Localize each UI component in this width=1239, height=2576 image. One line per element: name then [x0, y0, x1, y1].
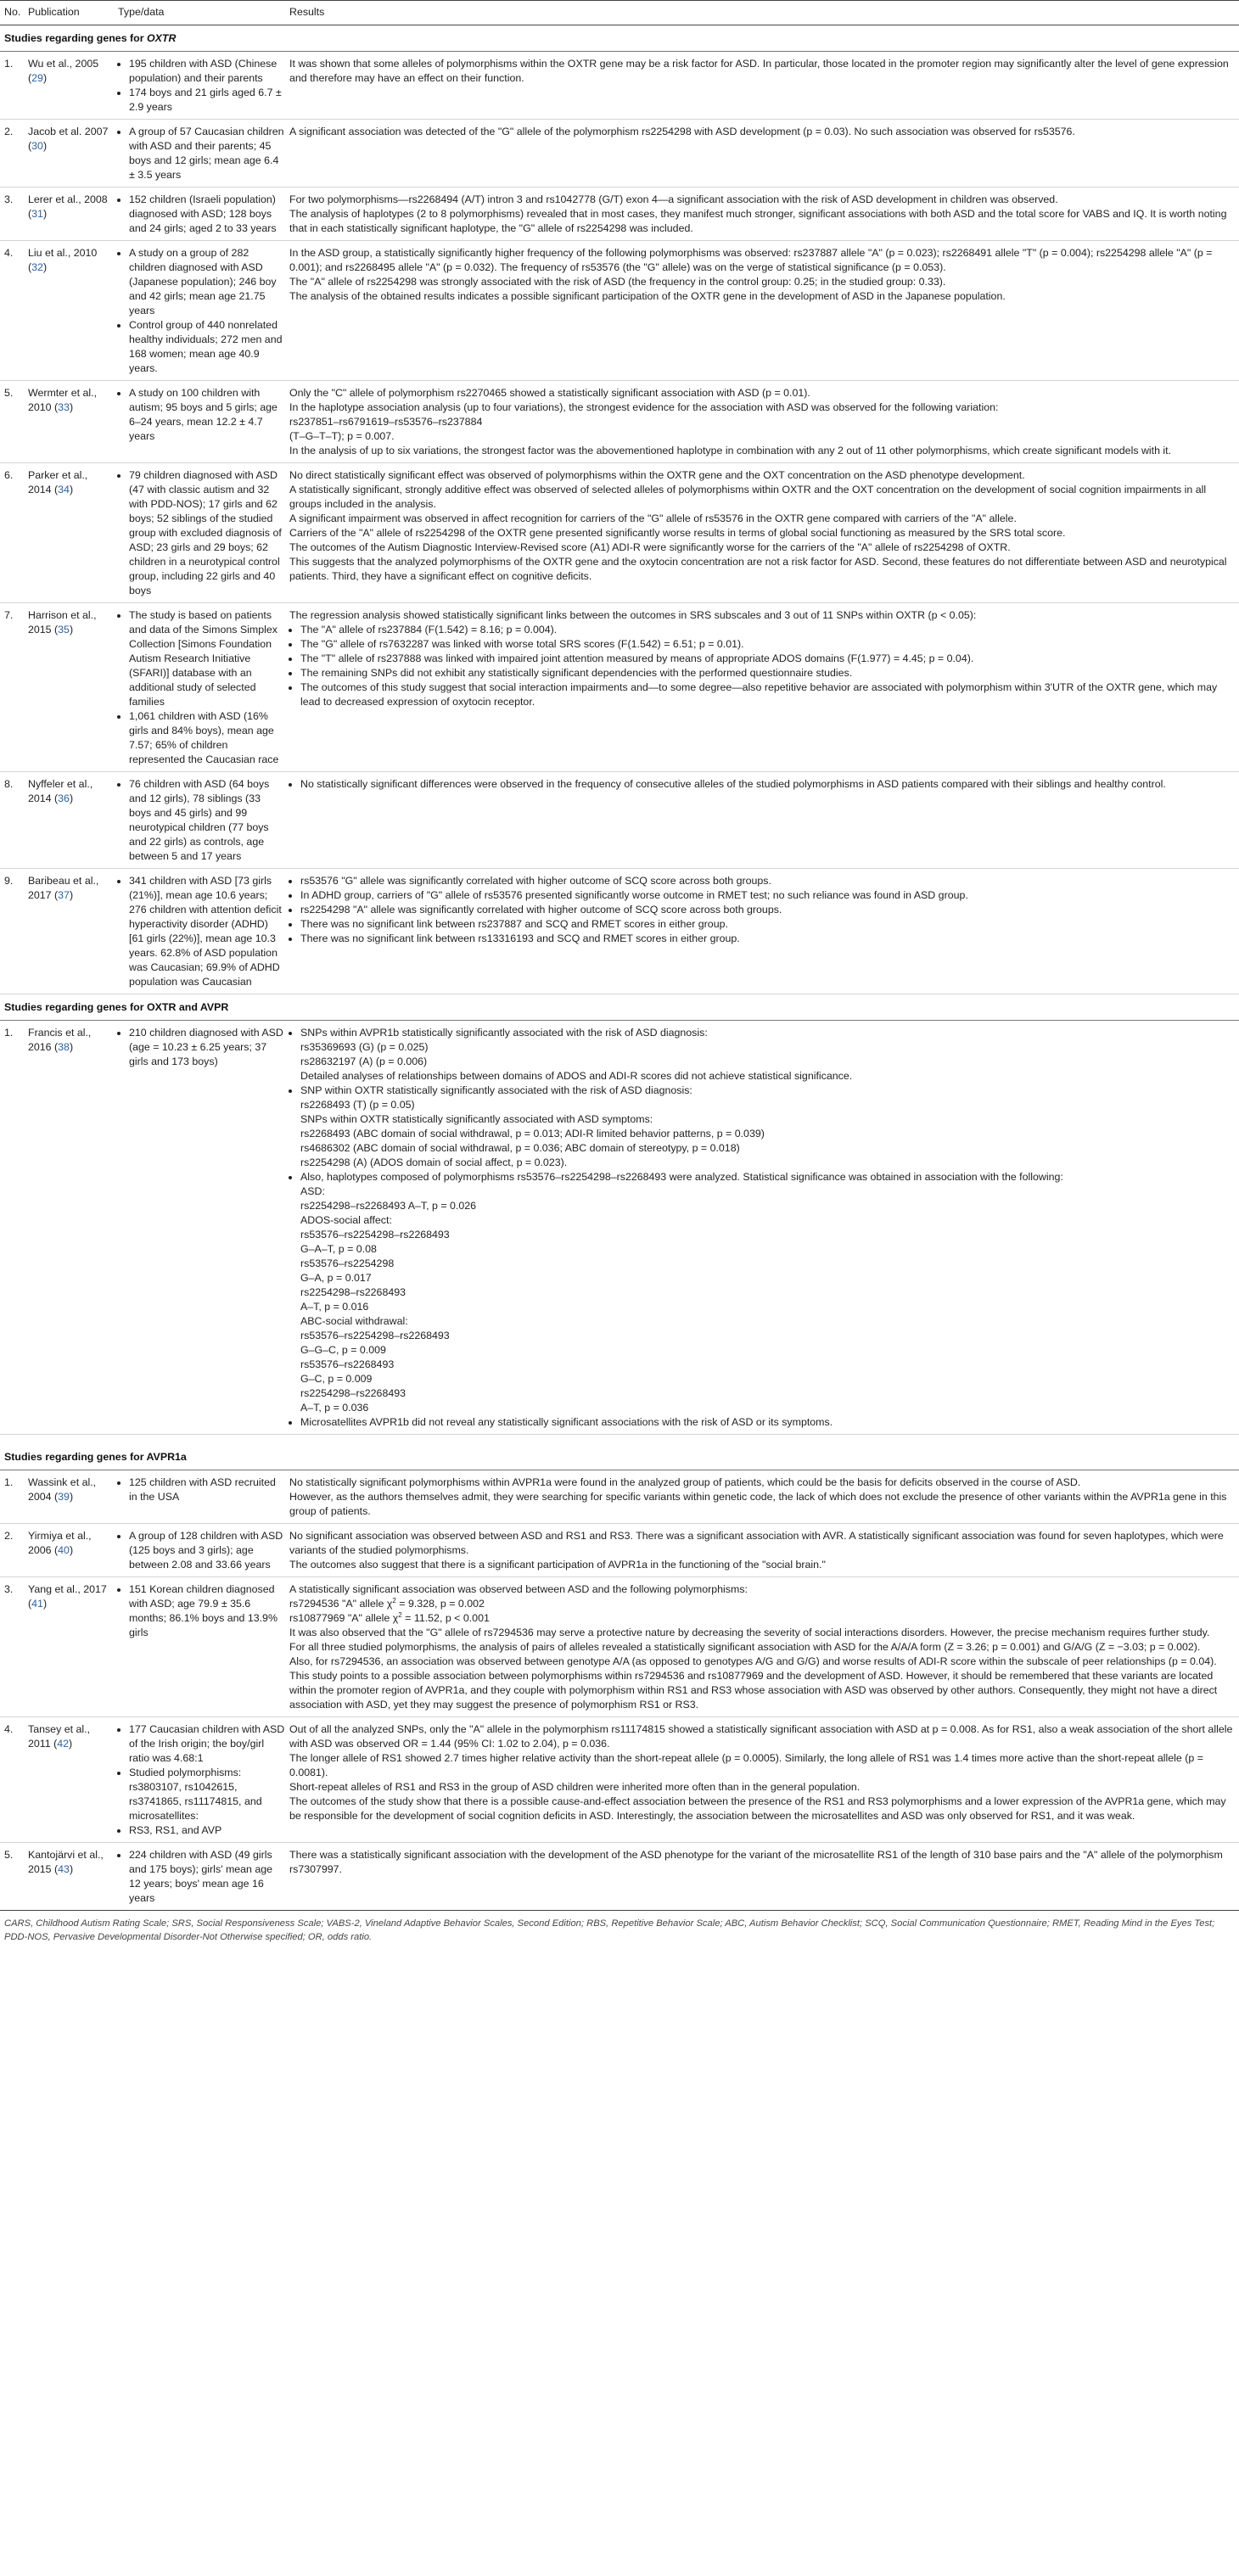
result-line: However, as the authors themselves admit, they were searching for specific variants within genetic code, the lack of which does not exclude the presence of other variants within the AVPR1a gene in this group of patients.	[289, 1491, 1227, 1517]
reference-link[interactable]: 43	[58, 1863, 70, 1875]
result-bullet: • rs53576 "G" allele was significantly correlated with higher outcome of SCQ score across both groups.	[300, 874, 1239, 888]
result-line: rs2268493 (T) (p = 0.05)	[300, 1099, 415, 1111]
result-line: ASD:	[300, 1185, 325, 1197]
result-line: ABC-social withdrawal:	[300, 1315, 408, 1327]
chi-pre: rs10877969 "A" allele χ	[289, 1612, 399, 1624]
cell-results	[285, 1717, 1239, 1843]
table-row	[0, 603, 1239, 772]
publication-text: Tansey et al., 2011	[28, 1723, 91, 1750]
result-line: A significant impairment was observed in affect recognition for carriers of the "G" allele of rs53576 in the OXTR gene compared with carriers of the "A" allele.	[289, 512, 1017, 524]
result-bullet-list	[289, 777, 1239, 792]
section-header-row	[0, 25, 1239, 52]
header-results: Results	[285, 1, 1239, 25]
result-line: G–A, p = 0.017	[300, 1272, 372, 1284]
chi-sup: 2	[398, 1610, 402, 1619]
type-data-item: • The study is based on patients and data of the Simons Simplex Collection [Simons Foundation Autism Research Initiative (SFARI)] database with an additional study of selected families	[129, 608, 285, 709]
result-line: No direct statistically significant effect was observed of polymorphisms within the OXTR gene and the OXT concentration on the ASD phenotype development.	[289, 469, 1025, 481]
cell-publication: Tansey et al., 2011 (42)	[24, 1717, 114, 1843]
type-data-item: rs3803107, rs1042615, rs3741865, rs11174815, and microsatellites:	[129, 1781, 262, 1822]
result-bullet-list	[289, 623, 1239, 709]
result-line: G–G–C, p = 0.009	[300, 1344, 386, 1356]
type-data-list	[118, 1722, 285, 1838]
result-line-chi	[289, 1597, 1239, 1611]
table-row	[0, 463, 1239, 603]
cell-results	[285, 603, 1239, 772]
reference-link[interactable]: 29	[31, 72, 43, 84]
cell-no: 9.	[0, 869, 24, 994]
result-line: rs2268493 (ABC domain of social withdrawal, p = 0.013; ADI-R limited behavior patterns, p = 0.039)	[300, 1128, 765, 1140]
publication-text: Wassink et al., 2004	[28, 1476, 97, 1503]
cell-type-data	[114, 463, 285, 603]
cell-publication: Yirmiya et al., 2006 (40)	[24, 1524, 114, 1577]
section-title	[0, 1435, 1239, 1470]
cell-publication: Harrison et al., 2015 (35)	[24, 603, 114, 772]
section-title	[0, 25, 1239, 52]
result-line: The "A" allele of rs2254298 was strongly associated with the risk of ASD (the frequency in the control group: 0.25; in the studied group: 0.33).	[289, 276, 946, 288]
table-row	[0, 1524, 1239, 1577]
result-line: rs2254298–rs2268493	[300, 1387, 406, 1399]
result-line: In the analysis of up to six variations, the strongest factor was the abovementioned haplotype in combination with any 2 out of 11 other polymorphisms, which create significant models with it.	[289, 445, 1172, 456]
reference-link[interactable]: 32	[31, 261, 43, 273]
cell-type-data	[114, 1470, 285, 1524]
cell-results	[285, 52, 1239, 120]
chi-post: = 9.328, p = 0.002	[395, 1598, 485, 1610]
type-data-list	[118, 874, 285, 989]
reference-link[interactable]: 30	[31, 140, 43, 152]
result-line: There was a statistically significant association with the development of the ASD phenotype for the variant of the microsatellite RS1 of the length of 310 base pairs and the "A" allele of the polymorphism rs7307997.	[289, 1849, 1223, 1875]
cell-results	[285, 1524, 1239, 1577]
type-data-item: • 210 children diagnosed with ASD (age = 10.23 ± 6.25 years; 37 girls and 173 boys)	[129, 1026, 285, 1069]
cell-publication: Francis et al., 2016 (38)	[24, 1021, 114, 1435]
section-header-row	[0, 1435, 1239, 1470]
section-title-gene: OXTR	[147, 32, 177, 44]
table-header-row	[0, 1, 1239, 25]
result-bullet: • The outcomes of this study suggest that social interaction impairments and—to some degree—also repetitive behavior are associated with polymorphism within 3'UTR of the OXTR gene, which may lead to decreased expression of oxytocin receptor.	[300, 680, 1239, 709]
type-data-item: • 151 Korean children diagnosed with ASD; age 79.9 ± 35.6 months; 86.1% boys and 13.9% girls	[129, 1582, 285, 1640]
result-bullet: • There was no significant link between rs13316193 and SCQ and RMET scores in either group.	[300, 932, 1239, 946]
table-row	[0, 1717, 1239, 1843]
table-row	[0, 120, 1239, 188]
publication-text: Wu et al., 2005	[28, 58, 99, 70]
result-bullet: • In ADHD group, carriers of "G" allele of rs53576 presented significantly worse outcome in RMET test; no such reliance was found in ASD group.	[300, 888, 1239, 903]
result-bullet: • The "A" allele of rs237884 (F(1.542) = 8.16; p = 0.004).	[300, 623, 1239, 637]
cell-publication: Wassink et al., 2004 (39)	[24, 1470, 114, 1524]
publication-text: Baribeau et al., 2017	[28, 875, 99, 901]
result-line: In the haplotype association analysis (up to four variations), the strongest evidence for the association with ASD was observed for the following variation:	[289, 401, 999, 413]
cell-publication: Wu et al., 2005 (29)	[24, 52, 114, 120]
result-bullet: • rs2254298 "A" allele was significantly correlated with higher outcome of SCQ score across both groups.	[300, 903, 1239, 917]
cell-results	[285, 188, 1239, 241]
cell-results	[285, 1843, 1239, 1911]
cell-no: 7.	[0, 603, 24, 772]
reference-link[interactable]: 36	[58, 792, 70, 804]
reference-link[interactable]: 41	[31, 1598, 43, 1610]
type-data-item: • 195 children with ASD (Chinese population) and their parents	[129, 57, 285, 86]
cell-no: 3.	[0, 1577, 24, 1717]
result-line: For all three studied polymorphisms, the analysis of pairs of alleles revealed a statistically significant association with ASD for the A/A/A form (Z = 3.26; p = 0.001) and G/A/G (Z = −3.03; p = 0.002).	[289, 1641, 1201, 1653]
type-data-item: • 341 children with ASD [73 girls (21%)], mean age 10.6 years; 276 children with attention deficit hyperactivity disorder (ADHD) [61 girls (22%)], mean age 10.3 years. 62.8% of ASD population was Caucasian; 69.9% of ADHD population was Caucasian	[129, 874, 285, 989]
result-line: Also, for rs7294536, an association was observed between genotype A/A (as opposed to genotypes A/G and G/G) and worse results of ADI-R score within the subscale of peer relationships (p = 0.04).	[289, 1655, 1217, 1667]
header-type-data: Type/data	[114, 1, 285, 25]
table-footnote: CARS, Childhood Autism Rating Scale; SRS, Social Responsiveness Scale; VABS-2, Vineland Adaptive Behavior Scales, Second Edition; RBS, Repetitive Behavior Scale; ABC, Autism Behavior Checklist; SCQ, Social Communication Questionnaire; RMET, Reading Mind in the Eyes Test; PDD-NOS, Pervasive Developmental Disorder-Not Otherwise specified; OR, odds ratio.	[0, 1910, 1239, 1944]
publication-text: Francis et al., 2016	[28, 1027, 92, 1053]
cell-type-data	[114, 603, 285, 772]
publication-text: Yirmiya et al., 2006	[28, 1530, 92, 1556]
result-line: G–C, p = 0.009	[300, 1373, 373, 1385]
publication-text: Parker et al., 2014	[28, 469, 88, 496]
result-bullet	[300, 1026, 1239, 1084]
publication-text: Kantojärvi et al., 2015	[28, 1849, 104, 1875]
cell-results	[285, 241, 1239, 381]
cell-type-data	[114, 381, 285, 463]
type-data-list	[118, 386, 285, 444]
result-line: The analysis of the obtained results indicates a possible significant participation of the OXTR gene in the development of ASD in the Japanese population.	[289, 290, 1006, 302]
cell-publication: Lerer et al., 2008 (31)	[24, 188, 114, 241]
cell-type-data	[114, 1843, 285, 1911]
publication-text: Wermter et al., 2010	[28, 387, 98, 413]
chi-post: = 11.52, p < 0.001	[401, 1612, 490, 1624]
result-line: rs53576–rs2254298	[300, 1257, 395, 1269]
type-data-item: • Studied polymorphisms:	[129, 1766, 285, 1780]
type-data-list	[118, 777, 285, 864]
cell-type-data	[114, 772, 285, 869]
type-data-item: • 125 children with ASD recruited in the USA	[129, 1476, 285, 1504]
result-line: rs2254298–rs2268493	[300, 1286, 406, 1298]
result-line: A–T, p = 0.036	[300, 1402, 369, 1414]
result-line: No statistically significant polymorphisms within AVPR1a were found in the analyzed group of patients, which could be the basis for deficits observed in the course of ASD.	[289, 1476, 1081, 1488]
type-data-item: • 79 children diagnosed with ASD (47 with classic autism and 32 with PDD-NOS); 17 girls and 62 boys; 52 siblings of the studied group with excluded diagnosis of ASD; 23 girls and 29 boys; 62 children in a neurotypical control group, including 22 girls and 40 boys	[129, 468, 285, 598]
result-line: The outcomes also suggest that there is a significant participation of AVPR1a in the functioning of the "social brain."	[289, 1559, 826, 1571]
chi-pre: rs7294536 "A" allele χ	[289, 1598, 393, 1610]
result-line: (T–G–T–T); p = 0.007.	[289, 430, 395, 442]
type-data-item: • 174 boys and 21 girls aged 6.7 ± 2.9 years	[129, 86, 285, 115]
reference-link[interactable]: 40	[58, 1544, 70, 1556]
cell-type-data	[114, 1524, 285, 1577]
result-line: rs4686302 (ABC domain of social withdrawal, p = 0.036; ABC domain of stereotypy, p = 0.018)	[300, 1142, 740, 1154]
type-data-item: • A group of 57 Caucasian children with ASD and their parents; 45 boys and 12 girls; mean age 6.4 ± 3.5 years	[129, 125, 285, 182]
cell-type-data	[114, 241, 285, 381]
cell-no: 1.	[0, 1021, 24, 1435]
cell-type-data	[114, 1021, 285, 1435]
reference-link[interactable]: 31	[31, 208, 43, 220]
result-bullet-list	[289, 874, 1239, 946]
result-line: rs35369693 (G) (p = 0.025)	[300, 1041, 429, 1053]
cell-type-data	[114, 869, 285, 994]
table-row	[0, 869, 1239, 994]
cell-results	[285, 381, 1239, 463]
type-data-list	[118, 1582, 285, 1640]
cell-type-data	[114, 188, 285, 241]
cell-publication: Parker et al., 2014 (34)	[24, 463, 114, 603]
publication-text: Lerer et al., 2008	[28, 193, 108, 205]
publication-text: Yang et al., 2017	[28, 1583, 107, 1595]
table-body	[0, 25, 1239, 1911]
type-data-item: • A group of 128 children with ASD (125 boys and 3 girls); age between 2.08 and 33.66 years	[129, 1529, 285, 1572]
cell-type-data	[114, 52, 285, 120]
section-title	[0, 994, 1239, 1021]
cell-results	[285, 1470, 1239, 1524]
cell-publication: Yang et al., 2017 (41)	[24, 1577, 114, 1717]
cell-no: 4.	[0, 241, 24, 381]
cell-no: 8.	[0, 772, 24, 869]
result-line: Out of all the analyzed SNPs, only the "A" allele in the polymorphism rs11174815 showed a statistically significant association with ASD at p = 0.008. As for RS1, also a weak association of the short allele with ASD was observed OR = 1.44 (95% CI: 1.02 to 2.04), p = 0.036.	[289, 1723, 1233, 1750]
type-data-item: • RS3, RS1, and AVP	[129, 1823, 285, 1838]
section-title-text: Studies regarding genes for AVPR1a	[4, 1451, 187, 1463]
type-data-list	[118, 1026, 285, 1069]
type-data-item: • Control group of 440 nonrelated healthy individuals; 272 men and 168 women; mean age 40.9 years.	[129, 318, 285, 376]
cell-publication: Kantojärvi et al., 2015 (43)	[28, 1849, 104, 1875]
result-line: The outcomes of the study show that there is a possible cause-and-effect association between the presence of the RS1 and RS3 polymorphisms and a lower expression of the AVPR1a gene, which may be responsible for the development of social cognition deficits in ASD. Interestingly, the association between the microsatellites and ASD was only observed for RS1, and it was weak.	[289, 1795, 1226, 1822]
result-line: The regression analysis showed statistically significant links between the outcomes in SRS subscales and 3 out of 11 SNPs within OXTR (p < 0.05):	[289, 609, 977, 621]
result-line: • SNPs within AVPR1b statistically significantly associated with the risk of ASD diagnosis:	[300, 1027, 708, 1039]
publication-text: Liu et al., 2010	[28, 247, 98, 259]
type-data-list	[118, 468, 285, 598]
result-bullet: • The remaining SNPs did not exhibit any statistically significant dependencies with the performed questionnaire studies.	[300, 666, 1239, 680]
cell-no: 5.	[0, 381, 24, 463]
type-data-list	[118, 608, 285, 767]
result-line: This study points to a possible association between polymorphisms within rs7294536 and rs10877969 and the development of ASD. However, it should be remembered that these variants are located within the promoter region of AVPR1a, and they couple with polymorphism within RS1 and RS3 whose association with ASD was observed by other authors. Consequently, they might not have a direct association with ASD, yet they may suggest the presence of polymorphism RS1 or RS3.	[289, 1670, 1218, 1711]
result-line: • Microsatellites AVPR1b did not reveal any statistically significant associations with the risk of ASD or its symptoms.	[300, 1416, 833, 1428]
reference-link[interactable]: 37	[58, 889, 70, 901]
cell-no: 1.	[0, 1470, 24, 1524]
header-no: No.	[0, 1, 24, 25]
result-line: This suggests that the analyzed polymorphisms of the OXTR gene and the oxytocin concentration are not a risk factor for ASD. Second, these features do not differentiate between ASD and neurotypical patients. Third, they have a significant effect on cognitive deficits.	[289, 556, 1227, 582]
type-data-list	[118, 1848, 285, 1906]
result-bullet-list	[289, 1026, 1239, 1430]
reference-link[interactable]: 39	[58, 1491, 70, 1503]
reference-link[interactable]: 35	[58, 624, 70, 636]
result-line: rs28632197 (A) (p = 0.006)	[300, 1056, 428, 1067]
result-bullet: • The "T" allele of rs237888 was linked with impaired joint attention measured by means of appropriate ADOS domains (F(1.977) = 4.45; p = 0.04).	[300, 652, 1239, 666]
cell-no: 4.	[0, 1717, 24, 1843]
result-line: rs237851–rs6791619–rs53576–rs237884	[289, 416, 483, 428]
type-data-item: • 1,061 children with ASD (16% girls and 84% boys), mean age 7.57; 65% of children represented the Caucasian race	[129, 709, 285, 767]
type-data-list	[118, 1476, 285, 1504]
publication-text: Nyffeler et al., 2014	[28, 778, 93, 804]
cell-publication: Jacob et al. 2007 (30)	[24, 120, 114, 188]
publication-text: Harrison et al., 2015	[28, 609, 97, 636]
table-row	[0, 52, 1239, 120]
cell-publication: Baribeau et al., 2017 (37)	[24, 869, 114, 994]
type-data-item: • 224 children with ASD (49 girls and 175 boys); girls' mean age 12 years; boys' mean age 16 years	[129, 1848, 285, 1906]
cell-results	[285, 120, 1239, 188]
result-line-chi	[289, 1611, 1239, 1626]
result-line: Detailed analyses of relationships between domains of ADOS and ADI-R scores did not achieve statistical significance.	[300, 1070, 853, 1082]
result-line: SNPs within OXTR statistically significantly associated with ASD symptoms:	[300, 1113, 653, 1125]
result-line: rs2254298–rs2268493 A–T, p = 0.026	[300, 1200, 477, 1212]
result-line: rs53576–rs2268493	[300, 1358, 395, 1370]
result-line: • Also, haplotypes composed of polymorphisms rs53576–rs2254298–rs2268493 were analyzed. Statistical significance was obtained in association with the following:	[300, 1171, 1063, 1183]
table-row	[0, 381, 1239, 463]
result-line: The analysis of haplotypes (2 to 8 polymorphisms) revealed that in most cases, they manifest much stronger, significant associations with both ASD and the total score for VABS and IQ. It is worth noting that in each statistically significant haplotype, the "G" allele of rs2254298 was included.	[289, 208, 1227, 234]
cell-publication: Wermter et al., 2010 (33)	[24, 381, 114, 463]
result-line: A statistically significant, strongly additive effect was observed of selected alleles of polymorphisms within OXTR and the OXT concentration on the development of social cognition impairments in all groups included in the analysis.	[289, 484, 1207, 510]
result-line: In the ASD group, a statistically significantly higher frequency of the following polymorphisms was observed: rs237887 allele "A" (p = 0.023); rs2268491 allele "T" (p = 0.004); rs2254298 allele "A" (p = 0.001); and rs2268495 allele "A" (p = 0.032). The frequency of rs53576 (the "G" allele) was on the verge of statistical significance (p = 0.053).	[289, 247, 1213, 273]
result-line: Carriers of the "A" allele of rs2254298 of the OXTR gene presented significantly worse results in terms of global social functioning as measured by the SRS total score.	[289, 527, 1066, 539]
result-line: rs53576–rs2254298–rs2268493	[300, 1229, 450, 1240]
result-line: ADOS-social affect:	[300, 1214, 392, 1226]
cell-results	[285, 869, 1239, 994]
cell-no: 2.	[0, 1524, 24, 1577]
result-line: rs53576–rs2254298–rs2268493	[300, 1330, 450, 1341]
type-data-item: • 76 children with ASD (64 boys and 12 girls), 78 siblings (33 boys and 45 girls) and 99 neurotypical children (77 boys and 22 girls) as controls, age between 5 and 17 years	[129, 777, 285, 864]
cell-type-data	[114, 1717, 285, 1843]
cell-results	[285, 772, 1239, 869]
table-row	[0, 241, 1239, 381]
section-header-row	[0, 994, 1239, 1021]
result-bullet	[300, 1170, 1239, 1415]
result-line: For two polymorphisms—rs2268494 (A/T) intron 3 and rs1042778 (G/T) exon 4—a significant association with the risk of ASD development in children was observed.	[289, 193, 1058, 205]
cell-type-data	[114, 120, 285, 188]
cell-no: 3.	[0, 188, 24, 241]
table-row	[0, 1470, 1239, 1524]
publication-text: Jacob et al. 2007	[28, 126, 109, 137]
result-line: Only the "C" allele of polymorphism rs2270465 showed a statistically significant association with ASD (p = 0.01).	[289, 387, 810, 399]
result-bullet	[300, 1415, 1239, 1430]
cell-no: 5.	[4, 1849, 14, 1861]
result-line: rs2254298 (A) (ADOS domain of social affect, p = 0.023).	[300, 1156, 568, 1168]
reference-link[interactable]: 42	[57, 1738, 70, 1750]
table-row	[0, 1843, 1239, 1911]
table-row	[0, 772, 1239, 869]
result-line: A statistically significant association was observed between ASD and the following polymorphisms:	[289, 1583, 748, 1595]
table-row	[0, 188, 1239, 241]
type-data-item: • A study on 100 children with autism; 95 boys and 5 girls; age 6–24 years, mean 12.2 ± 4.7 years	[129, 386, 285, 444]
result-line: A significant association was detected of the "G" allele of the polymorphism rs2254298 with ASD development (p = 0.03). No such association was observed for rs53576.	[289, 126, 1075, 137]
result-bullet: • No statistically significant differences were observed in the frequency of consecutive alleles of the studied polymorphisms in ASD patients compared with their siblings and healthy control.	[300, 777, 1239, 792]
cell-type-data	[114, 1577, 285, 1717]
type-data-list	[118, 246, 285, 376]
cell-no: 2.	[0, 120, 24, 188]
result-line: The outcomes of the Autism Diagnostic Interview-Revised score (A1) ADI-R were significantly worse for the carriers of the "A" allele of rs2254298 of OXTR.	[289, 541, 1011, 553]
result-line: A–T, p = 0.016	[300, 1301, 369, 1313]
cell-results	[285, 1021, 1239, 1435]
result-line: • SNP within OXTR statistically significantly associated with the risk of ASD diagnosis:	[300, 1084, 692, 1096]
type-data-list	[118, 193, 285, 236]
result-bullet: • There was no significant link between rs237887 and SCQ and RMET scores in either group.	[300, 917, 1239, 932]
section-title-text: Studies regarding genes for OXTR and AVPR	[4, 1001, 229, 1013]
cell-publication: Liu et al., 2010 (32)	[24, 241, 114, 381]
table-row	[0, 1021, 1239, 1435]
cell-no: 1.	[0, 52, 24, 120]
result-bullet: • The "G" allele of rs7632287 was linked with worse total SRS scores (F(1.542) = 6.51; p = 0.01).	[300, 637, 1239, 652]
cell-results	[285, 463, 1239, 603]
cell-results	[285, 1577, 1239, 1717]
section-title-text: Studies regarding genes for	[4, 32, 147, 44]
result-line: It was also observed that the "G" allele of rs7294536 may serve a protective nature by decreasing the severity of social interactions disorders. However, the precise mechanism requires further study.	[289, 1627, 1210, 1638]
table-row	[0, 1577, 1239, 1717]
result-line: No significant association was observed between ASD and RS1 and RS3. There was a significant association with AVR. A statistically significant association was found for seven haplotypes, which were variants of the studied polymorphisms.	[289, 1530, 1224, 1556]
reference-link[interactable]: 34	[58, 484, 70, 496]
type-data-list	[118, 125, 285, 182]
type-data-list	[118, 57, 285, 115]
result-line: Short-repeat alleles of RS1 and RS3 in the group of ASD children were inherited more often than in the general population.	[289, 1781, 861, 1793]
result-line: It was shown that some alleles of polymorphisms within the OXTR gene may be a risk factor for ASD. In particular, those located in the promoter region may significantly alter the level of gene expression and therefore may have an effect on their function.	[289, 58, 1229, 84]
type-data-item: • 177 Caucasian children with ASD of the Irish origin; the boy/girl ratio was 4.68:1	[129, 1722, 285, 1766]
cell-no: 6.	[0, 463, 24, 603]
type-data-item: • 152 children (Israeli population) diagnosed with ASD; 128 boys and 24 girls; aged 2 to 33 years	[129, 193, 285, 236]
cell-publication: Nyffeler et al., 2014 (36)	[24, 772, 114, 869]
type-data-item: • A study on a group of 282 children diagnosed with ASD (Japanese population); 246 boy and 42 girls; mean age 21.75 years	[129, 246, 285, 318]
reference-link[interactable]: 38	[58, 1041, 70, 1053]
chi-sup: 2	[392, 1596, 396, 1604]
type-data-list	[118, 1529, 285, 1572]
result-bullet	[300, 1084, 1239, 1170]
reference-link[interactable]: 33	[58, 401, 70, 413]
header-publication: Publication	[24, 1, 114, 25]
result-line: The longer allele of RS1 showed 2.7 times higher relative activity than the short-repeat allele (p = 0.0005). Similarly, the long allele of RS1 was 1.4 times more active than the short-repeat allele (p = 0.0081).	[289, 1752, 1203, 1778]
result-line: G–A–T, p = 0.08	[300, 1243, 377, 1255]
